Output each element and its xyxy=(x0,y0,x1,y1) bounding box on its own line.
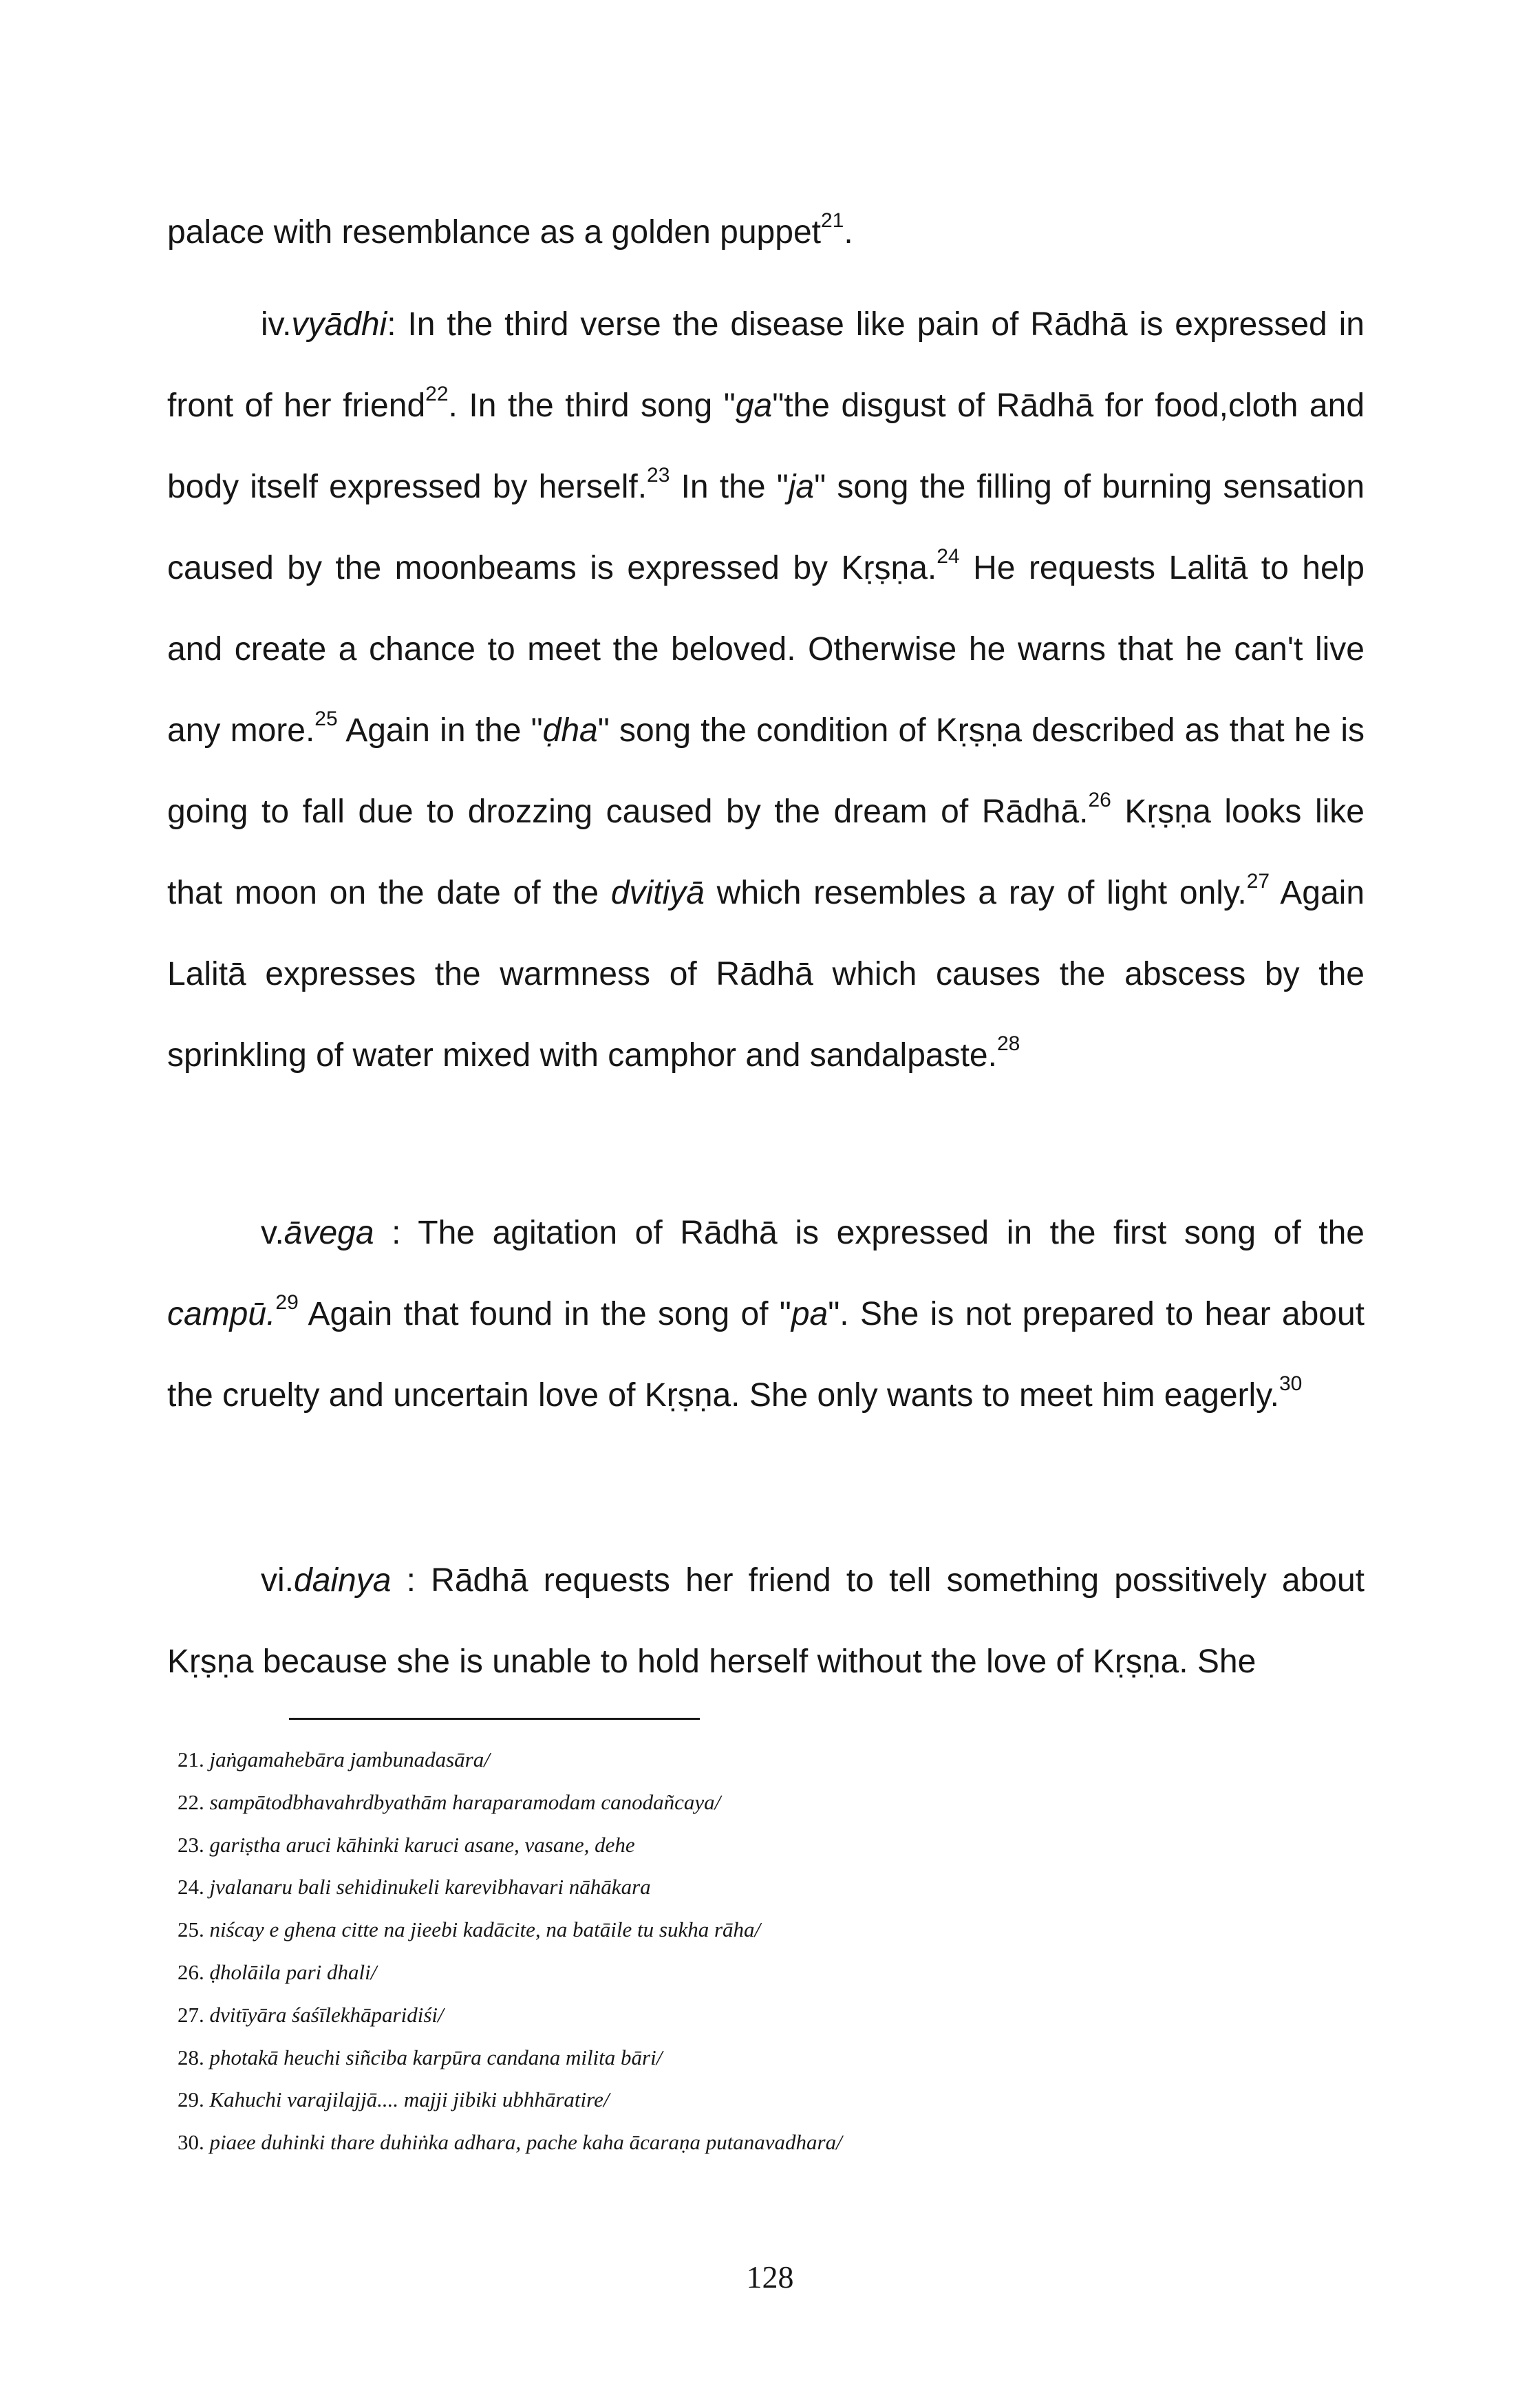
italic-term: pa xyxy=(791,1296,828,1332)
paragraph-dainya xyxy=(167,1540,1365,1703)
footnote-24 xyxy=(178,1866,1347,1908)
text-run: " song the condition of Kṛṣṇa described as that he is going to fall due to drozzing caused by the dream of Rādhā. xyxy=(167,712,1365,830)
italic-term: vyādhi xyxy=(291,306,387,343)
footnote-text: niścay e ghena citte na jieebi kadācite, na batāile tu sukha rāha/ xyxy=(209,1917,761,1942)
text-run: ". She is not prepared to hear about the cruelty and uncertain love of Kṛṣṇa. She only wants to meet him eagerly. xyxy=(167,1296,1365,1414)
footnote-text: piaee duhinki thare duhiṅka adhara, pache kaha ācaraṇa putanavadhara/ xyxy=(209,2130,842,2155)
text-run: Again in the " xyxy=(337,712,543,749)
text-run: "the disgust of Rādhā for food,cloth and body itself expressed by herself. xyxy=(167,387,1365,505)
footnote-text: jaṅgamahebāra jambunadasāra/ xyxy=(209,1747,490,1771)
italic-term: āvega xyxy=(284,1215,374,1251)
paragraph-avega xyxy=(167,1193,1365,1436)
text-run: . In the third song " xyxy=(448,387,736,424)
footnote-number: 30. xyxy=(178,2130,204,2155)
footnote-number: 27. xyxy=(178,2002,204,2027)
footnote-30 xyxy=(178,2121,1347,2164)
text-run: vi. xyxy=(261,1562,294,1599)
footnote-23 xyxy=(178,1824,1347,1866)
italic-term: dvitiyā xyxy=(610,875,705,911)
text-run: palace with resemblance as a golden puppet xyxy=(167,214,821,251)
footnote-text: Kahuchi varajilajjā.... majji jibiki ubhhāratire/ xyxy=(209,2087,610,2112)
footnote-number: 22. xyxy=(178,1789,204,1814)
footnote-divider xyxy=(289,1718,700,1720)
footnote-text: sampātodbhavahrdbyathām haraparamodam canodañcaya/ xyxy=(209,1789,721,1814)
footnote-number: 21. xyxy=(178,1747,204,1771)
footnote-26 xyxy=(178,1951,1347,1994)
footnote-text: gariṣtha aruci kāhinki karuci asane, vasane, dehe xyxy=(209,1832,635,1857)
italic-term: dainya xyxy=(294,1562,392,1599)
italic-term: ḍha xyxy=(542,712,598,749)
footnote-number: 23. xyxy=(178,1832,204,1857)
footnote-text: jvalanaru bali sehidinukeli karevibhavari nāhākara xyxy=(209,1875,651,1899)
text-run: In the " xyxy=(670,469,789,505)
text-run: which resembles a ray of light only. xyxy=(704,875,1247,911)
page-number: 128 xyxy=(746,2259,794,2295)
footnote-ref: 21 xyxy=(820,209,844,232)
footnote-number: 24. xyxy=(178,1875,204,1899)
text-run: Again Lalitā expresses the warmness of Rādhā which causes the abscess by the sprinkling of water mixed with camphor and sandalpaste. xyxy=(167,875,1365,1074)
footnote-text: photakā heuchi siñciba karpūra candana milita bāri/ xyxy=(209,2045,663,2069)
footnotes-list xyxy=(178,1738,1347,2164)
footnote-text: ḍholāila pari dhali/ xyxy=(209,1959,377,1984)
footnote-22 xyxy=(178,1781,1347,1824)
footnote-28 xyxy=(178,2036,1347,2079)
text-run: " song the filling of burning sensation caused by the moonbeams is expressed by Kṛṣṇa. xyxy=(167,469,1365,586)
footnote-ref: 26 xyxy=(1088,789,1111,811)
footnote-ref: 27 xyxy=(1246,870,1270,893)
text-run: : Rādhā requests her friend to tell something possitively about Kṛṣṇa because she is unable to hold herself without the love of Kṛṣṇa. She xyxy=(167,1562,1365,1680)
footnote-ref: 24 xyxy=(937,545,960,568)
footnote-27 xyxy=(178,1994,1347,2036)
text-run: Again that found in the song of " xyxy=(298,1296,791,1332)
footnote-number: 25. xyxy=(178,1917,204,1942)
footnote-number: 28. xyxy=(178,2045,204,2069)
text-run: iv. xyxy=(261,306,292,343)
text-run: v. xyxy=(261,1215,284,1251)
text-run: : In the third verse the disease like pain of Rādhā is expressed in front of her friend xyxy=(167,306,1365,424)
footnote-number: 26. xyxy=(178,1959,204,1984)
italic-term: campū. xyxy=(167,1296,276,1332)
text-run: Kṛṣṇa looks like that moon on the date of the xyxy=(167,794,1365,911)
footnote-ref: 22 xyxy=(425,383,449,405)
paragraph-1 xyxy=(167,192,1365,273)
footnote-21 xyxy=(178,1738,1347,1781)
text-run: . xyxy=(844,214,853,251)
text-run: He requests Lalitā to help and create a chance to meet the beloved. Otherwise he warns that he can't live any more. xyxy=(167,550,1365,749)
footnote-ref: 23 xyxy=(647,464,670,487)
italic-term: ga xyxy=(735,387,773,424)
footnote-ref: 25 xyxy=(314,707,338,730)
footnote-text: dvitīyāra śaśīlekhāparidiśi/ xyxy=(209,2002,444,2027)
footnote-ref: 30 xyxy=(1279,1372,1303,1395)
footnote-25 xyxy=(178,1908,1347,1951)
footnote-ref: 29 xyxy=(275,1291,299,1314)
paragraph-vyadhi xyxy=(167,284,1365,1096)
footnote-number: 29. xyxy=(178,2087,204,2112)
footnote-29 xyxy=(178,2078,1347,2121)
italic-term: ja xyxy=(788,469,815,505)
text-run: : The agitation of Rādhā is expressed in the first song of the xyxy=(374,1215,1365,1251)
footnote-ref: 28 xyxy=(996,1032,1020,1055)
